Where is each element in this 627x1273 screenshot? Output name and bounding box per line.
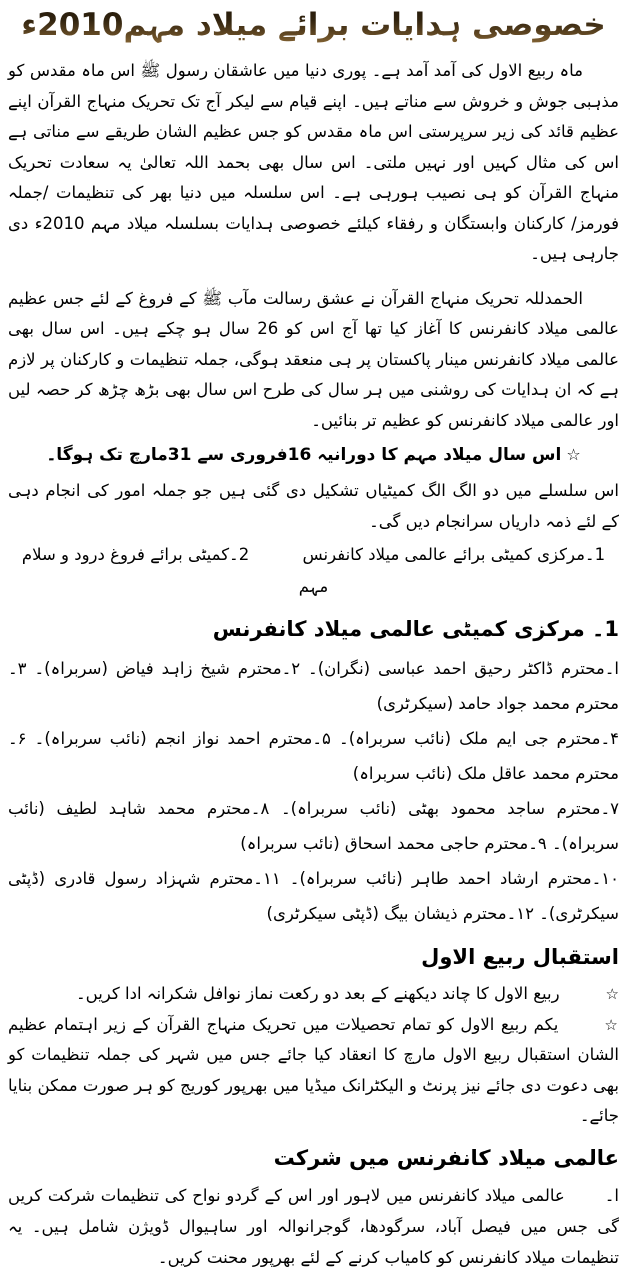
section-heading-istiqbal-rabi-ul-awal: استقبال ربیع الاول bbox=[421, 945, 619, 969]
participation-item-1-text: عالمی میلاد کانفرنس میں لاہور اور اس کے گردو نواح کی تنظیمات شرکت کریں گی جس میں فیصل آباد، سرگودھا، گوجرانوالہ اور ساہیوال ڈویژن شامل ہیں۔ یہ تنظیمات میلاد کانفرنس کو کامیاب کرنے کے لئے بھرپور محنت کریں۔ bbox=[8, 1185, 619, 1267]
bullet-moon-sighting-text: ربیع الاول کا چاند دیکھنے کے بعد دو رکعت نماز نوافل شکرانہ ادا کریں۔ bbox=[75, 984, 560, 1003]
section-heading-conference-participation: عالمی میلاد کانفرنس میں شرکت bbox=[273, 1145, 619, 1170]
page-title: خصوصی ہدایات برائے میلاد مہم2010ء bbox=[8, 2, 619, 48]
committee-item-2: 2۔کمیٹی برائے فروغ درود و سلام مہم bbox=[21, 545, 329, 596]
committee-members-line-4: ۱۰۔محترم ارشاد احمد طاہر (نائب سربراہ)۔ ۱۱۔محترم شہزاد رسول قادری (ڈپٹی سیکرٹری)۔ ۱۲۔محترم ذیشان بیگ (ڈپٹی سیکرٹری) bbox=[8, 869, 619, 923]
star-icon: ☆ bbox=[605, 985, 619, 1003]
bullet-march-arrangement bbox=[8, 1010, 619, 1132]
participation-item-1 bbox=[8, 1180, 619, 1273]
bullet-march-arrangement-text: یکم ربیع الاول کو تمام تحصیلات میں تحریک منہاج القرآن کے زیر اہتمام عظیم الشان استقبال ربیع الاول مارچ کا انعقاد کیا جائے جس میں شہر کی جملہ تنظیمات کو بھی دعوت دی جائے نیز پرنٹ و الیکٹرانک میڈیا میں بھرپور کوریج کو ہر صورت ممکن بنایا جائے۔ bbox=[8, 1014, 619, 1125]
committee-item-1: 1۔مرکزی کمیٹی برائے عالمی میلاد کانفرنس bbox=[302, 545, 606, 564]
committee-members-line-2: ۴۔محترم جی ایم ملک (نائب سربراہ)۔ ۵۔محترم احمد نواز انجم (نائب سربراہ)۔ ۶۔محترم محمد عاقل ملک (نائب سربراہ) bbox=[8, 729, 619, 783]
campaign-duration-text: اس سال میلاد مہم کا دورانیہ 16فروری سے 31مارچ تک ہوگا۔ bbox=[46, 445, 562, 465]
committee-list-line bbox=[8, 539, 619, 603]
committee-members-line-1: ا۔محترم ڈاکٹر رحیق احمد عباسی (نگران)۔ ۲۔محترم شیخ زاہد فیاض (سربراہ)۔ ۳۔محترم محمد جواد حامد (سیکرٹری) bbox=[8, 659, 619, 713]
campaign-duration-note bbox=[8, 440, 619, 470]
section-heading-central-committee: 1۔ مرکزی کمیٹی عالمی میلاد کانفرنس bbox=[212, 617, 619, 641]
intro-paragraph-1: ماہ ربیع الاول کی آمد آمد ہے۔ پوری دنیا میں عاشقان رسول ﷺ اس ماہ مقدس کو مذہبی جوش و خروش سے مناتے ہیں۔ اپنے قیام سے لیکر آج تک تحریک منہاج القرآن اپنے عظیم قائد کی زیر سرپرستی اس ماہ مقدس کو جس عظیم الشان طریقے سے مناتی ہے اس کی مثال کہیں اور نہیں ملتی۔ اس سال بھی بحمد اللہ تعالیٰ یہ سعادت تحریک منہاج القرآن کو ہی نصیب ہورہی ہے۔ اس سلسلہ میں دنیا بھر کی تنظیمات /جملہ فورمز/ کارکنان وابستگان و رفقاء کیلئے خصوصی ہدایات بسلسلہ میلاد مہم 2010ء دی جارہی ہیں۔ bbox=[8, 61, 619, 263]
intro-paragraph-2: الحمدللہ تحریک منہاج القرآن نے عشق رسالت مآب ﷺ کے فروغ کے لئے جس عظیم عالمی میلاد کانفرنس کا آغاز کیا تھا آج اس کو 26 سال ہو چکے ہیں۔ اس سال بھی عالمی میلاد کانفرنس مینار پاکستان پر ہی منعقد ہوگی، جملہ تنظیمات و کارکنان پر لازم ہے کہ ان ہدایات کی روشنی میں ہر سال کی طرح اس سال بھی بڑھ چڑھ کر حصہ لیں اور عالمی میلاد کانفرنس کو عظیم تر بنائیں۔ bbox=[8, 288, 619, 430]
bullet-moon-sighting bbox=[8, 979, 619, 1010]
list-item-marker: ا۔ bbox=[604, 1185, 619, 1205]
star-icon: ☆ bbox=[604, 1015, 620, 1034]
committees-intro: اس سلسلے میں دو الگ الگ کمیٹیاں تشکیل دی گئی ہیں جو جملہ امور کی انجام دہی کے لئے ذمہ داریاں سرانجام دیں گی۔ bbox=[8, 481, 619, 531]
committee-members-line-3: ۷۔محترم ساجد محمود بھٹی (نائب سربراہ)۔ ۸۔محترم محمد شاہد لطیف (نائب سربراہ)۔ ۹۔محترم حاجی محمد اسحاق (نائب سربراہ) bbox=[8, 799, 619, 853]
star-icon: ☆ bbox=[566, 445, 581, 464]
